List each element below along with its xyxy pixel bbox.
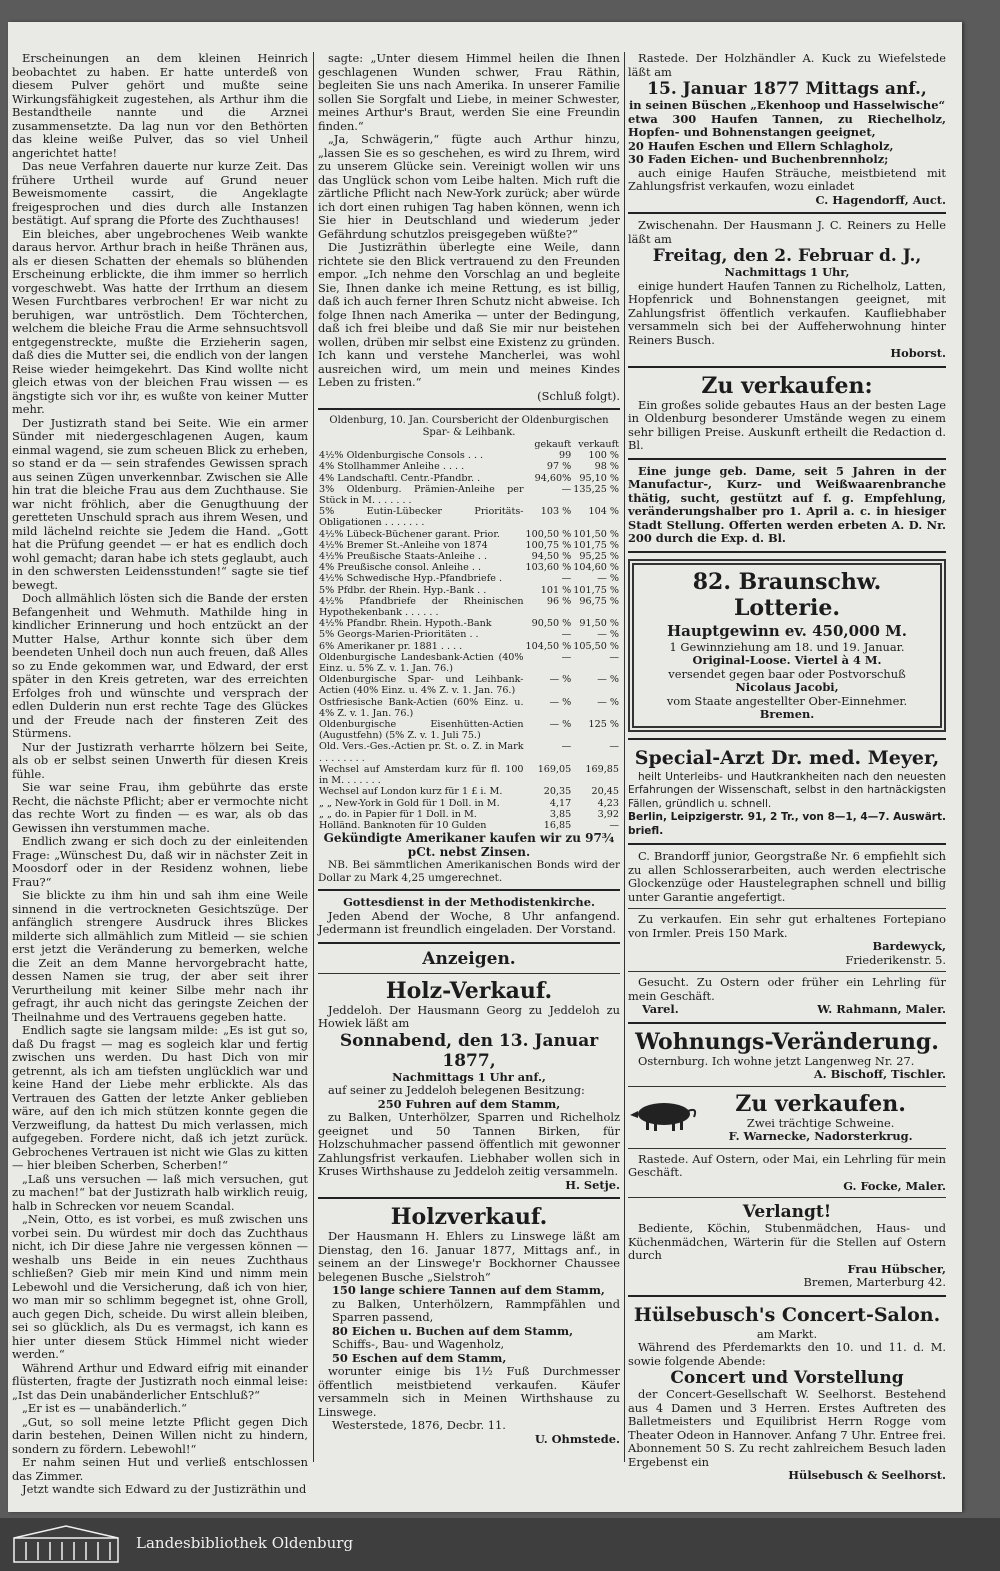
- course-report-row: [318, 641, 620, 652]
- ad-wood-sale-2-date: Westerstede, 1876, Decbr. 11.: [332, 1418, 506, 1433]
- ad-piano-text: Zu verkaufen. Ein sehr gut erhaltenes Fortepiano von Irmler. Preis 150 Mark.: [628, 912, 946, 940]
- story-paragraph: Erscheinungen an dem kleinen Heinrich beobachtet zu haben. Er hatte unterdeß von diesem Pulver gehört und mußte seine Wirkungsfähigkeit zugestehen, als Arthur ihm die Bestandtheile nannte und die Arznei zusammensetzte. Da lag nun vor den Bethörten das kleine weiße Pulver, das so viel Unheil angerichtet hatte!: [12, 51, 308, 160]
- ad-zwischenahn-intro: Zwischenahn. Der Hausmann J. C. Reiners zu Helle läßt am: [628, 218, 946, 246]
- course-report-row: [318, 585, 620, 596]
- column-story-left: [12, 52, 308, 1497]
- divider: [628, 843, 946, 845]
- story-continued: (Schluß folgt).: [537, 388, 620, 403]
- american-bonds-offer: Gekündigte Amerikaner kaufen wir zu 97¾ pCt. nebst Zinsen.: [323, 831, 615, 860]
- ad-wood-sale-2-signature: U. Ohmstede.: [534, 1431, 620, 1446]
- course-report-row: [318, 484, 620, 506]
- ad-piano-signature: Bardewyck,: [872, 939, 946, 953]
- security-name: 6% Amerikaner pr. 1881 . . . .: [319, 640, 463, 652]
- church-service-title: Gottesdienst in der Methodistenkirche.: [343, 895, 595, 910]
- course-report-row: [318, 786, 620, 797]
- story-paragraph: sagte: „Unter diesem Himmel heilen die Ihnen geschlagenen Wunden schwer, Frau Räthin, begleiten Sie uns nach Amerika. In unserer Familie sollen Sie Sorgfalt und Liebe, in meiner Schwester, meines Arthur's Braut, werden Sie eine Freundin finden.“: [318, 51, 620, 133]
- ad-rastede-signature: C. Hagendorff, Auct.: [815, 192, 946, 207]
- course-report-heading: Oldenburg, 10. Jan. Coursbericht der Oldenburgischen Spar- & Leihbank.: [329, 415, 609, 438]
- ad-wanted-text: Bediente, Köchin, Stubenmädchen, Haus- und Küchenmädchen, Wärterin für die Stellen auf Ostern durch: [628, 1221, 946, 1262]
- price-sold: 91,50 %: [579, 618, 619, 630]
- story-paragraph: Der Justizrath stand bei Seite. Wie ein armer Sünder mit niedergeschlagenen Augen, kaum einmal wagend, sie zum scheuen Blick zu erheben, so stand er da — sein strafendes Gewissen sprach aus seinen Zügen unverkennbar. Zwischen sie Alle hin trat die bleiche Frau aus dem Zuchthause. Sie war nicht fröhlich, aber die Genugthuung der geretteten Unschuld sprach aus ihrem Wesen, und mild lächelnd reichte sie Jedem die Hand. „Gott hat die Prüfung geendet — er hat es endlich doch wohl gemacht; daran habe ich stets geglaubt, auch in den schwersten Leidensstunden!“ sagte sie tief bewegt.: [12, 415, 308, 592]
- security-name: „ „ New-York in Gold für 1 Doll. in M.: [319, 797, 500, 809]
- security-name: Wechsel auf Amsterdam kurz für fl. 100 in M. . . . . . .: [319, 763, 524, 787]
- ad-pigs-text: Zwei trächtige Schweine.: [746, 1115, 895, 1130]
- ad-rastede-item: 20 Haufen Eschen und Ellern Schlagholz,: [628, 138, 894, 153]
- price-bought: 4,17: [549, 797, 572, 809]
- security-name: 5% Pfdbr. der Rhein. Hyp.-Bank . .: [319, 584, 487, 596]
- ad-wood-sale-2-text: Der Hausmann H. Ehlers zu Linswege läßt am Dienstag, den 16. Januar 1877, Mittags anf., in seinem an der Linswege'r Bockhorner Chaussee belegenen Busche „Sielstroh“: [318, 1229, 620, 1284]
- security-name: 3% Oldenburg. Prämien-Anleihe per Stück in M. . . . . . .: [319, 483, 524, 507]
- ad-concert-salon-location: am Markt.: [756, 1326, 818, 1341]
- ad-wanted-signature: Frau Hübscher,: [847, 1261, 946, 1276]
- ad-concert-salon-details: der Concert-Gesellschaft W. Seelhorst. Bestehend aus 4 Damen und 3 Herren. Erstes Auftreten des Balletmeisters und Equilibrist Herrn Rogge vom Theater Odeon in Hannover. Anfang 7 Uhr. Entree frei. Abonnement 50 S. Zu recht zahlreichem Besuch laden Ergebenst ein: [628, 1387, 946, 1469]
- price-sold: 98 %: [594, 461, 619, 473]
- price-bought: —: [561, 573, 572, 585]
- course-report-row: [318, 506, 620, 528]
- price-sold: 125 %: [588, 719, 619, 731]
- story-paragraph: „Laß uns versuchen — laß mich versuchen, gut zu machen!“ bat der Justizrath halb wirklich reuig, halb in Schrecken vor neuem Scandal.: [12, 1171, 308, 1213]
- ad-wood-sale-2-title: Holzverkauf.: [390, 1204, 548, 1231]
- ad-apprentice-footer: [628, 1003, 946, 1017]
- ad-wood-sale-title: Holz-Verkauf.: [385, 977, 553, 1004]
- price-bought: 97 %: [546, 461, 572, 473]
- ad-zwischenahn-signature: Hoborst.: [890, 346, 946, 360]
- ad-lottery-main-prize: Hauptgewinn ev. 450,000 M.: [667, 621, 907, 640]
- ad-wanted-title: Verlangt!: [742, 1202, 832, 1222]
- price-sold: 4,23: [597, 797, 619, 809]
- price-bought: 103 %: [540, 506, 572, 518]
- ad-young-lady-text: Eine junge geb. Dame, seit 5 Jahren in der Manufactur-, Kurz- und Weißwaarenbranche thätig, sucht, gestützt auf f. g. Empfehlung, veränderungshalber pro 1. April a. c. in hiesiger Stadt Stellung. Offerten werden erbeten A. D. Nr. 200 durch die Exp. d. Bl.: [628, 463, 946, 545]
- price-bought: 3,85: [549, 808, 572, 820]
- column-header-bought: gekauft: [534, 439, 572, 450]
- course-report-row: [318, 551, 620, 562]
- ad-rastede-apprentice-text: Rastede. Auf Ostern, oder Mai, ein Lehrling für mein Geschäft.: [628, 1151, 946, 1179]
- security-name: Ostfriesische Bank-Actien (60% Einz. u. 4% Z. v. 1. Jan. 76.): [319, 696, 524, 719]
- price-sold: — %: [597, 629, 619, 641]
- divider: [318, 408, 620, 410]
- course-report-row: [318, 652, 620, 674]
- course-report-row: [318, 764, 620, 786]
- ad-rastede-apprentice-signature: G. Focke, Maler.: [843, 1178, 946, 1193]
- price-sold: 101,50 %: [573, 528, 619, 540]
- ad-address-change-signature: A. Bischoff, Tischler.: [813, 1067, 946, 1081]
- course-report-row: [318, 473, 620, 484]
- ad-wood-item: 50 Eschen auf dem Stamm,: [332, 1350, 507, 1365]
- price-bought: —: [561, 651, 572, 663]
- price-bought: 101 %: [540, 584, 572, 596]
- ad-lottery-title: 82. Braunschw. Lotterie.: [692, 568, 882, 621]
- security-name: 4% Landschaftl. Centr.-Pfandbr. .: [319, 472, 481, 484]
- ad-address-change-title: Wohnungs-Veränderung.: [635, 1028, 939, 1055]
- divider: [628, 1295, 946, 1297]
- price-bought: 100,75 %: [525, 539, 572, 551]
- story-paragraph: Sie war seine Frau, ihm gebührte das erste Recht, die nächste Pflicht; aber er vermochte nicht das rechte Wort zu finden — es war, als ob das Gewissen ihn verstummen mache.: [12, 780, 308, 835]
- security-name: Holländ. Banknoten für 10 Gulden: [319, 819, 487, 831]
- price-bought: 20,35: [543, 786, 572, 798]
- price-sold: 95,10 %: [579, 472, 619, 484]
- column-header-sold: verkauft: [578, 439, 619, 450]
- story-paragraph: Die Justizräthin überlegte eine Weile, dann richtete sie den Blick vertrauend zu den Freunden empor. „Ich nehme den Vorschlag an und begleite Sie, Ihnen danke ich meine Rettung, es ist billig, daß ich auch ferner Ihren Schutz nicht abweise. Ich folge Ihnen nach Amerika — unter der Bedingung, daß ich frei bleibe und daß Sie mir nur beistehen wollen, drüben mir selbst eine Existenz zu gründen. Ich kann und verstehe Mancherlei, was wohl ausreichen wird, um mein und meines Kindes Leben zu fristen.“: [318, 240, 620, 389]
- ad-lottery-agent-title: vom Staate angestellter Ober-Einnehmer.: [666, 693, 908, 708]
- course-report-row: [318, 820, 620, 831]
- price-sold: — %: [597, 696, 619, 708]
- ad-pigs-signature: F. Warnecke, Nadorsterkrug.: [728, 1129, 913, 1143]
- price-sold: 105,50 %: [573, 640, 619, 652]
- course-report-row: [318, 596, 620, 618]
- ad-wood-item: 150 lange schiere Tannen auf dem Stamm,: [332, 1283, 605, 1298]
- course-report-row: [318, 529, 620, 540]
- price-bought: 169,05: [537, 763, 572, 775]
- price-sold: 135,25 %: [573, 483, 619, 495]
- price-sold: 100 %: [588, 450, 619, 462]
- price-bought: —: [561, 741, 572, 753]
- divider: [628, 1148, 946, 1149]
- divider: [628, 1197, 946, 1198]
- ad-doctor-title: Special-Arzt Dr. med. Meyer,: [634, 746, 940, 769]
- price-bought: — %: [549, 674, 572, 686]
- newspaper-page: [8, 22, 962, 1512]
- price-sold: — %: [597, 674, 619, 686]
- ad-zwischenahn-text: einige hundert Haufen Tannen zu Richelholz, Latten, Hopfenrick und Bohnenstangen geeignet, mit Zahlungsfrist öffentlich verkaufen. Kaufliebhaber versammeln sich bei der Auffeherwohnung hinter Reiners Busch.: [628, 278, 946, 347]
- library-name: Landesbibliothek Oldenburg: [136, 1534, 354, 1552]
- story-paragraph: „Ja, Schwägerin,“ fügte auch Arthur hinzu, „lassen Sie es so geschehen, es wird zu Ihrem, wird zu unserem Glücke sein. Vereinigt wollen wir uns das Unglück schon vom Leibe halten. Mich ruft die zärtliche Pflicht nach New-York zurück; aber würde ich dort einen ruhigen Tag haben können, wenn ich Sie hier in Deutschland und wiederum jeder Gefährdung schutzlos preisgegeben wüßte?“: [318, 132, 620, 241]
- course-report-row: [318, 618, 620, 629]
- price-bought: 96 %: [546, 595, 572, 607]
- divider: [628, 458, 946, 460]
- story-paragraph: Er nahm seinen Hut und verließ entschlossen das Zimmer.: [12, 1455, 308, 1483]
- security-name: 5% Georgs-Marien-Prioritäten . .: [319, 629, 479, 641]
- divider: [628, 212, 946, 214]
- ad-wood-sale-intro: Jeddeloh. Der Hausmann Georg zu Jeddeloh zu Howiek läßt am: [318, 1002, 620, 1031]
- column-divider: [624, 52, 625, 1462]
- security-name: Oldenburgische Spar- und Leihbank-Actien (40% Einz. u. 4% Z. v. 1. Jan. 76.): [319, 674, 524, 697]
- divider: [628, 738, 946, 740]
- ad-pigs-block: [628, 1091, 946, 1144]
- course-report-row: [318, 562, 620, 573]
- ad-apprentice-place: Varel.: [642, 1002, 679, 1016]
- price-bought: 16,85: [543, 819, 572, 831]
- security-name: 4½% Bremer St.-Anleihe von 1874: [319, 539, 488, 551]
- boar-icon: [628, 1097, 702, 1137]
- divider: [628, 366, 946, 368]
- course-report-row: [318, 741, 620, 763]
- security-name: Old. Vers.-Ges.-Actien pr. St. o. Z. in Mark . . . . . . . .: [319, 741, 524, 764]
- course-report-row: [318, 573, 620, 584]
- price-bought: 94,60%: [534, 472, 572, 484]
- divider: [628, 908, 946, 909]
- divider: [628, 1086, 946, 1087]
- course-report-row: [318, 697, 620, 719]
- security-name: 4½% Schwedische Hyp.-Pfandbriefe .: [319, 573, 503, 585]
- price-bought: 100,50 %: [525, 528, 572, 540]
- library-footer: [0, 1518, 1000, 1571]
- story-paragraph: Nur der Justizrath verharrte hölzern bei Seite, als ob er selbst seinen Unwerth für diesen Kreis fühle.: [12, 739, 308, 781]
- column-ads-right: [628, 52, 946, 1483]
- ad-rastede-intro: Rastede. Der Holzhändler A. Kuck zu Wiefelstede läßt am: [628, 51, 946, 79]
- price-sold: 96,75 %: [579, 595, 619, 607]
- price-bought: 103,60 %: [525, 562, 572, 574]
- ad-concert-salon-headline: Concert und Vorstellung: [670, 1368, 904, 1388]
- ad-pigs-title: Zu verkaufen.: [735, 1090, 906, 1117]
- course-report-header-row: [318, 439, 620, 450]
- ad-piano-address: Friederikenstr. 5.: [845, 952, 946, 967]
- column-divider: [313, 52, 314, 1462]
- ad-wood-sale-signature: H. Setje.: [565, 1177, 620, 1192]
- course-report-row: [318, 674, 620, 696]
- ad-address-change-text: Osternburg. Ich wohne jetzt Langenweg Nr. 27.: [638, 1053, 915, 1068]
- story-paragraph: Jetzt wandte sich Edward zu der Justizräthin und: [22, 1482, 307, 1496]
- course-report-row: [318, 450, 620, 461]
- security-name: 4½% Pfandbr. Rhein. Hypoth.-Bank: [319, 618, 492, 630]
- price-sold: 104 %: [588, 506, 619, 518]
- security-name: 4½% Lübeck-Büchener garant. Prior.: [319, 528, 500, 540]
- church-service-text: Jeden Abend der Woche, 8 Uhr anfangend. Jedermann ist freundlich eingeladen. Der Vorstand.: [318, 908, 620, 937]
- course-report-row: [318, 540, 620, 551]
- ad-wanted-address: Bremen, Marterburg 42.: [803, 1275, 946, 1289]
- ad-lottery-city: Bremen.: [759, 707, 815, 721]
- ad-concert-salon-text: Während des Pferdemarkts den 10. und 11. d. M. sowie folgende Abende:: [628, 1340, 946, 1368]
- ad-wood-sale-date: Sonnabend, den 13. Januar 1877,: [339, 1030, 599, 1071]
- ads-heading: Anzeigen.: [422, 948, 516, 969]
- price-bought: 90,50 %: [531, 618, 572, 630]
- ad-wood-item-desc: worunter einige bis 1½ Fuß Durchmesser öffentlich meistbietend verkaufen. Käufer versammeln sich in Meinen Wirthshause zu Linswege.: [318, 1364, 620, 1419]
- course-report-row: [318, 809, 620, 820]
- security-name: 4% Preußische consol. Anleihe . .: [319, 562, 482, 574]
- ad-rastede-item: etwa 300 Haufen Tannen, zu Riechelholz, Hopfen- und Bohnenstangen geeignet,: [628, 111, 946, 139]
- ad-zwischenahn-time: Nachmittags 1 Uhr,: [724, 265, 850, 279]
- ad-wood-item: 80 Eichen u. Buchen auf dem Stamm,: [332, 1323, 574, 1338]
- ad-locksmith-text: C. Brandorff junior, Georgstraße Nr. 6 empfiehlt sich zu allen Schlosserarbeiten, auch werden electrische Glockenzüge oder Haustelegraphen schnell und billig unter Garantie angefertigt.: [628, 849, 946, 904]
- price-sold: 3,92: [597, 808, 619, 820]
- ad-zwischenahn-date: Freitag, den 2. Februar d. J.,: [652, 246, 922, 266]
- price-bought: — %: [549, 719, 572, 731]
- divider: [318, 973, 620, 974]
- security-name: 4½% Pfandbriefe der Rheinischen Hypothekenbank . . . . . .: [319, 595, 524, 619]
- story-paragraph: „Er ist es — unabänderlich.“: [22, 1401, 187, 1415]
- price-sold: —: [609, 741, 619, 753]
- price-bought: —: [561, 483, 572, 495]
- ad-wood-sale-text: auf seiner zu Jeddeloh belegenen Besitzung:: [328, 1083, 585, 1098]
- security-name: 5% Eutin-Lübecker Prioritäts-Obligationen . . . . . . .: [319, 506, 524, 529]
- divider: [318, 1197, 620, 1199]
- story-paragraph: „Nein, Otto, es ist vorbei, es muß zwischen uns vorbei sein. Du würdest mir doch das Zuchthaus nicht, ich Dir diese Jahre nie vergessen können — weshalb uns Beide in ein neues Zuchthaus schließen? Gieb mir mein Kind und nimm mein Lebewohl und die Versicherung, daß ich von hier, wo man mir so schlimm begegnet ist, ohne Groll, auch gegen Dich, scheide. Du wirst allein bleiben, sei so glücklich, als Du es vermagst, ich kann es hier unter diesem Stück Himmel nicht wieder werden.“: [12, 1212, 308, 1361]
- ad-house-for-sale-text: Ein großes solide gebautes Haus an der besten Lage in Oldenburg besonderer Umstände wegen zu einem sehr billigen Preise. Auskunft ertheilt die Redaction d. Bl.: [628, 397, 946, 452]
- security-name: 4% Stollhammer Anleihe . . . .: [319, 461, 465, 473]
- story-paragraph: „Gut, so soll meine letzte Pflicht gegen Dich darin bestehen, Deinen Willen nicht zu hindern, sondern zu fördern. Lebewohl!“: [12, 1414, 308, 1456]
- price-bought: 94,50 %: [531, 551, 572, 563]
- price-sold: — %: [597, 573, 619, 585]
- divider: [628, 551, 946, 553]
- ad-house-for-sale-title: Zu verkaufen:: [701, 372, 873, 399]
- ad-wood-item-desc: Schiffs-, Bau- und Wagenholz,: [332, 1337, 505, 1352]
- ad-rastede-text: auch einige Haufen Sträuche, meistbietend mit Zahlungsfrist verkaufen, wozu einladet: [628, 165, 946, 193]
- ad-lottery-tickets: Original-Loose. Viertel à 4 M.: [692, 653, 882, 667]
- story-paragraph: Endlich sagte sie langsam milde: „Es ist gut so, daß Du fragst — mag es sogleich klar und fertig zwischen uns werden. Du hast Dich von mir getrennt, als ich am tiefsten unglücklich war und keine Hand der Liebe mehr erblickte. Als das Vertrauen des Gatten der letzte Anker geblieben wäre, auf den ich mich stützen konnte gegen die Verzweiflung, da hattest Du mich verlassen, mich aufgegeben. Fordere nicht, daß ich jetzt zurück. Gebrochenes Vertrauen ist nicht wie Glas zu kitten — hier bleiben Scherben, Scherben!“: [12, 1023, 308, 1172]
- price-sold: 20,45: [591, 786, 619, 798]
- price-sold: 95,25 %: [579, 551, 619, 563]
- ad-wood-sale-text: zu Balken, Unterhölzer, Sparren und Richelholz geeignet und 50 Tannen Birken, für Holzschuhmacher passend öffentlich mit gewonner Zahlungsfrist verkaufen. Liebhaber wollen sich in Kruses Wirthshause zu Jeddeloh zeitig versammeln.: [318, 1110, 620, 1179]
- price-bought: — %: [549, 696, 572, 708]
- ad-concert-salon-signature: Hülsebusch & Seelhorst.: [788, 1468, 946, 1482]
- ad-doctor-text: heilt Unterleibs- und Hautkrankheiten nach den neuesten Erfahrungen der Wissenschaft, selbst in den hartnäckigsten Fällen, gründlich u. schnell.: [628, 770, 946, 810]
- price-bought: 104,50 %: [525, 640, 572, 652]
- story-paragraph: Das neue Verfahren dauerte nur kurze Zeit. Das frühere Urtheil wurde auf Grund neuer Beweismomente cassirt, die Angeklagte freigesprochen und dies durch alle Instanzen bestätigt. Auf sprang die Pforte des Zuchthauses!: [12, 159, 308, 227]
- security-name: 4½% Preußische Staats-Anleihe . .: [319, 551, 488, 563]
- course-report-row: [318, 719, 620, 741]
- course-report-table: [318, 439, 620, 831]
- price-sold: 104,60 %: [573, 562, 619, 574]
- story-paragraph: Während Arthur und Edward eifrig mit einander flüsterten, fragte der Justizrath noch einmal leise: „Ist das Dein unabänderlicher Entschluß?“: [12, 1360, 308, 1402]
- price-bought: —: [561, 629, 572, 641]
- ad-lottery-draw-dates: 1 Gewinnziehung am 18. und 19. Januar.: [669, 639, 905, 654]
- price-sold: 101,75 %: [573, 584, 619, 596]
- story-paragraph: Sie blickte zu ihm hin und sah ihm eine Weile sinnend in die vertrockneten Gesichtszüge. Der anfänglich strengere Ausdruck ihres Blickes milderte sich allmählich zum Mitleid — sie schien erst jetzt die Veränderung zu bemerken, welche die Zeit an dem Manne hervorgebracht hatte, dessen Namen sie trug, der aber seit ihrer Verurtheilung mit keiner Silbe mehr nach ihr gefragt, ihr auch nicht das geringste Zeichen der Theilnahme und des Vertrauens gegeben hatte.: [12, 888, 308, 1024]
- ad-lottery-shipping: versendet gegen baar oder Postvorschuß: [668, 666, 906, 681]
- ad-wood-item-desc: zu Balken, Unterhölzern, Rammpfählen und Sparren passend,: [332, 1296, 620, 1325]
- security-name: 4½% Oldenburgische Consols . . .: [319, 450, 484, 462]
- ad-lottery-agent: Nicolaus Jacobi,: [735, 680, 839, 694]
- ad-wood-sale-item: 250 Fuhren auf dem Stamm,: [377, 1096, 561, 1111]
- ad-rastede-date: 15. Januar 1877 Mittags anf.,: [647, 79, 927, 99]
- divider: [628, 971, 946, 972]
- story-paragraph: Doch allmählich lösten sich die Bande der ersten Befangenheit und Wehmuth. Mathilde hing in kindlicher Erinnerung und hoch entzückt an der Mutter Halse, Arthur konnte sich über dem beendeten Unheil doch nun auch freuen, daß Alles so zu Ende gekommen war, und Edward, der erst später in den Kreis getreten, war des erreichten Erfolges froh und wünschte und versprach der edlen Dulderin nun erst rechte Tage des Glückes und der Freude nach der finsteren Zeit des Stürmens.: [12, 591, 308, 740]
- security-name: Oldenburgische Eisenhütten-Actien (Augustfehn) (5% Z. v. 1. Juli 75.): [319, 719, 524, 742]
- ad-rastede-item: 30 Faden Eichen- und Buchenbrennholz;: [628, 152, 889, 166]
- story-paragraph: Endlich zwang er sich doch zu der einleitenden Frage: „Wünschest Du, daß wir in nächster Zeit in Moosdorf oder in der Residenz wohnen, liebe Frau?“: [12, 834, 308, 889]
- security-name: Oldenburgische Landesbank-Actien (40% Einz. u. 5% Z. v. 1. Jan. 76.): [319, 651, 524, 675]
- ad-apprentice-text: Gesucht. Zu Ostern oder früher ein Lehrling für mein Geschäft.: [628, 975, 946, 1003]
- divider: [628, 1022, 946, 1024]
- ad-apprentice-signature: W. Rahmann, Maler.: [817, 1002, 946, 1016]
- course-report-row: [318, 798, 620, 809]
- library-building-logo: [10, 1524, 122, 1564]
- price-sold: 169,85: [585, 763, 619, 775]
- column-middle: [318, 52, 620, 1446]
- divider: [318, 889, 620, 891]
- story-paragraph: Ein bleiches, aber ungebrochenes Weib wankte daraus hervor. Arthur brach in heiße Thränen aus, als er diesen Schatten der ehemals so blühenden Erscheinung erblickte, die ihm immer so herrlich vorgeschwebt. Was hatte der Irrthum an diesem Wesen Furchtbares verbrochen! Er war nicht zu beruhigen, war untröstlich. Dem Töchterchen, welchem die bleiche Frau die Arme sehnsuchtsvoll entgegenstreckte, mußte die Erzieherin sagen, daß dies die Mutter sei, die endlich von der langen Reise wieder heimgekehrt. Das Kind wollte nicht gleich etwas von der bleichen Frau wissen — es ängstigte sich vor ihr, es wußte von keiner Mutter mehr.: [12, 226, 308, 416]
- course-report-note: NB. Bei sämmtlichen Amerikanischen Bonds wird der Dollar zu Mark 4,25 umgerechnet.: [318, 859, 620, 884]
- price-bought: 99: [559, 450, 572, 462]
- security-name: „ „ do. in Papier für 1 Doll. in M.: [319, 808, 477, 820]
- price-sold: 101,75 %: [573, 539, 619, 551]
- course-report-row: [318, 461, 620, 472]
- ad-lottery-box: [628, 559, 946, 732]
- divider: [318, 942, 620, 944]
- price-sold: —: [609, 651, 619, 663]
- security-name: Wechsel auf London kurz für 1 £ i. M.: [319, 786, 503, 798]
- ad-wood-sale-time: Nachmittags 1 Uhr anf.,: [392, 1069, 546, 1084]
- ad-concert-salon-title: Hülsebusch's Concert-Salon.: [633, 1303, 941, 1326]
- course-report-row: [318, 629, 620, 640]
- ad-rastede-place: in seinen Büschen „Ekenhoop und Hasselwische“: [628, 98, 946, 112]
- price-sold: —: [609, 819, 619, 831]
- ad-doctor-address: Berlin, Leipzigerstr. 91, 2 Tr., von 8—1, 4—7. Auswärt. briefl.: [628, 811, 946, 837]
